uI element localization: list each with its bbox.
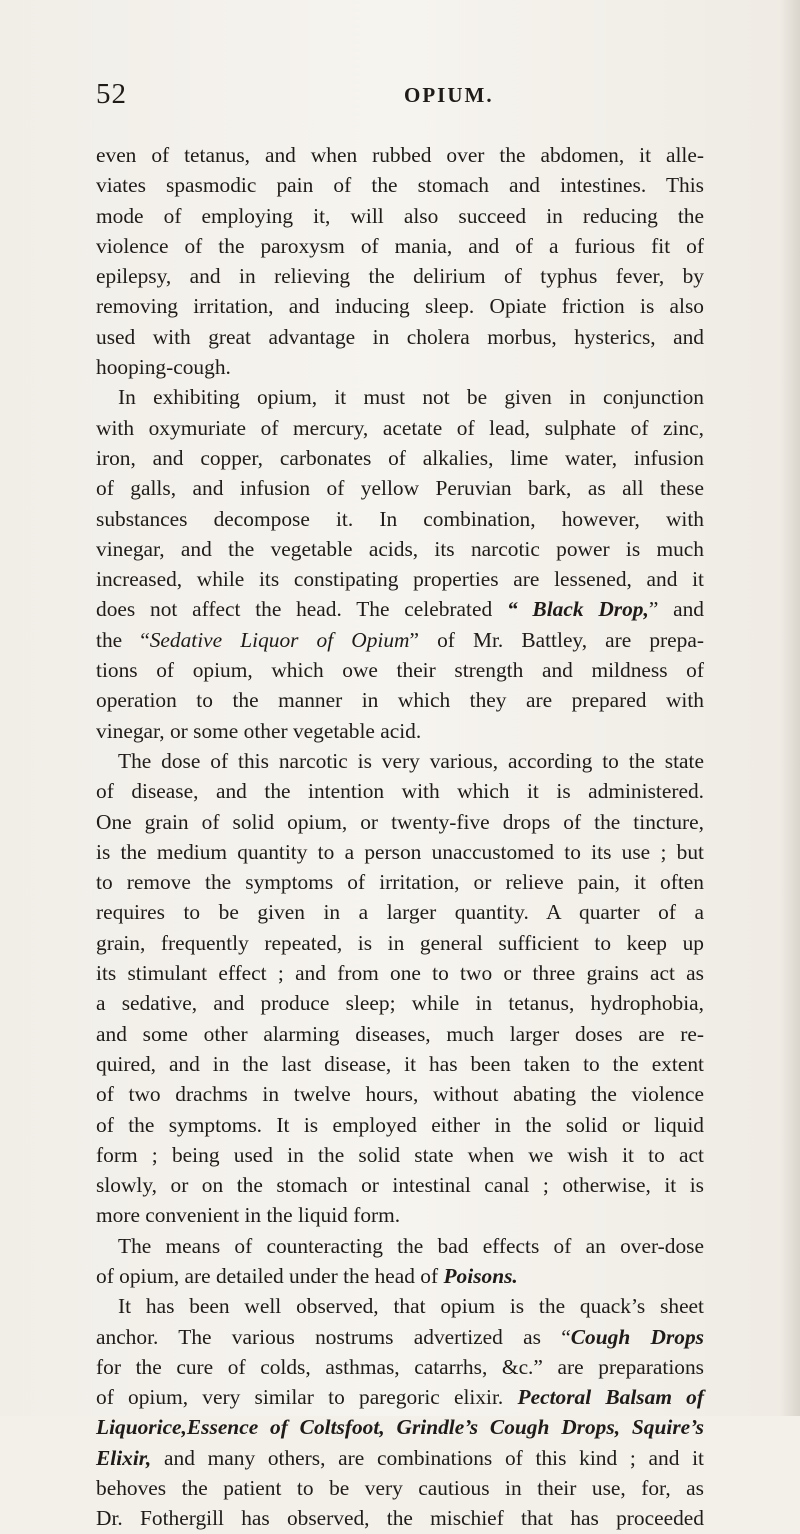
text-segment: ” of Mr. Battley, are prepa- xyxy=(409,627,704,652)
text-segment: and many others, are combinations of this kind ; and it xyxy=(164,1445,704,1470)
text-line: increased, while its constipating properties are lessened, and it xyxy=(96,567,704,592)
text-segment: ” and xyxy=(648,597,704,622)
text-line: a sedative, and produce sleep; while in tetanus, hydrophobia, xyxy=(96,991,704,1016)
text-segment-italic: Sedative Liquor of Opium xyxy=(149,627,410,652)
page-number: 52 xyxy=(96,78,127,110)
text-line: substances decompose it. In combination, however, with xyxy=(96,506,704,531)
text-segment-italic: Pectoral Balsam of xyxy=(517,1385,704,1410)
text-segment: of opium, very similar to paregoric elixir. xyxy=(96,1385,504,1410)
text-line: hooping-cough. xyxy=(96,355,231,380)
text-line: more convenient in the liquid form. xyxy=(96,1203,401,1228)
page-edge-shadow xyxy=(780,0,800,1416)
text-line-mixed xyxy=(96,1443,704,1473)
text-line: is the medium quantity to a person unaccustomed to its use ; but xyxy=(96,839,704,864)
text-line: of disease, and the intention with which it is administered. xyxy=(96,779,704,804)
text-line: behoves the patient to be very cautious in their use, for, as xyxy=(96,1476,704,1501)
page-header xyxy=(0,78,800,114)
text-segment: anchor. The various nostrums advertized as “ xyxy=(96,1324,571,1349)
text-segment-italic: Poisons. xyxy=(443,1263,518,1288)
text-line: epilepsy, and in relieving the delirium of typhus fever, by xyxy=(96,264,704,289)
text-line-italic: Liquorice,Essence of Coltsfoot, Grindle’s Cough Drops, Squire’s xyxy=(96,1415,704,1440)
text-line: iron, and copper, carbonates of alkalies, lime water, infusion xyxy=(96,445,704,470)
text-line: its stimulant effect ; and from one to two or three grains act as xyxy=(96,961,704,986)
text-line-mixed xyxy=(96,594,704,624)
text-line: grain, frequently repeated, is in general sufficient to keep up xyxy=(96,930,704,955)
text-line: operation to the manner in which they are prepared with xyxy=(96,688,704,713)
text-line: of two drachms in twelve hours, without abating the violence xyxy=(96,1082,704,1107)
text-segment-italic: “ Black Drop, xyxy=(506,597,649,622)
text-line: even of tetanus, and when rubbed over the abdomen, it alle- xyxy=(96,143,704,167)
text-line: viates spasmodic pain of the stomach and intestines. This xyxy=(96,173,704,198)
text-line-mixed xyxy=(96,1322,704,1352)
text-line: violence of the paroxysm of mania, and of a furious fit of xyxy=(96,233,704,258)
text-line: It has been well observed, that opium is the quack’s sheet xyxy=(118,1294,704,1319)
text-line: In exhibiting opium, it must not be given in conjunction xyxy=(118,385,704,410)
text-line: vinegar, or some other vegetable acid. xyxy=(96,718,422,743)
text-line-mixed xyxy=(96,625,704,655)
text-line: of galls, and infusion of yellow Peruvian bark, as all these xyxy=(96,476,704,501)
text-line: for the cure of colds, asthmas, catarrhs, &c.” are preparations xyxy=(96,1354,704,1379)
text-line: Dr. Fothergill has observed, the mischief that has proceeded xyxy=(96,1506,704,1531)
text-segment-italic: Elixir, xyxy=(96,1445,152,1470)
text-line: quired, and in the last disease, it has been taken to the extent xyxy=(96,1051,704,1076)
text-segment-italic: Cough Drops xyxy=(570,1324,704,1349)
text-segment: of opium, are detailed under the head of xyxy=(96,1263,439,1288)
text-line: requires to be given in a larger quantity. A quarter of a xyxy=(96,900,704,925)
text-line: vinegar, and the vegetable acids, its narcotic power is much xyxy=(96,536,704,561)
text-line: The means of counteracting the bad effects of an over-dose xyxy=(118,1233,704,1258)
text-line: slowly, or on the stomach or intestinal canal ; otherwise, it is xyxy=(96,1173,704,1198)
text-line: tions of opium, which owe their strength and mildness of xyxy=(96,658,704,683)
text-line: used with great advantage in cholera morbus, hysterics, and xyxy=(96,324,704,349)
text-line: mode of employing it, will also succeed in reducing the xyxy=(96,203,704,228)
text-segment: does not affect the head. The celebrated xyxy=(96,597,493,622)
text-line: removing irritation, and inducing sleep. Opiate friction is also xyxy=(96,294,704,319)
text-line: with oxymuriate of mercury, acetate of lead, sulphate of zinc, xyxy=(96,415,704,440)
text-line: to remove the symptoms of irritation, or relieve pain, it often xyxy=(96,870,704,895)
text-line: of the symptoms. It is employed either in the solid or liquid xyxy=(96,1112,704,1137)
text-segment: the “ xyxy=(96,627,150,652)
body-text xyxy=(96,140,704,1534)
text-line: and some other alarming diseases, much larger doses are re- xyxy=(96,1021,704,1046)
running-head: OPIUM. xyxy=(404,83,494,107)
text-line-mixed xyxy=(96,1382,704,1412)
text-line-mixed xyxy=(96,1261,704,1291)
text-line: One grain of solid opium, or twenty-five drops of the tincture, xyxy=(96,809,704,834)
text-line: form ; being used in the solid state when we wish it to act xyxy=(96,1142,704,1167)
text-line: The dose of this narcotic is very various, according to the state xyxy=(118,748,704,773)
